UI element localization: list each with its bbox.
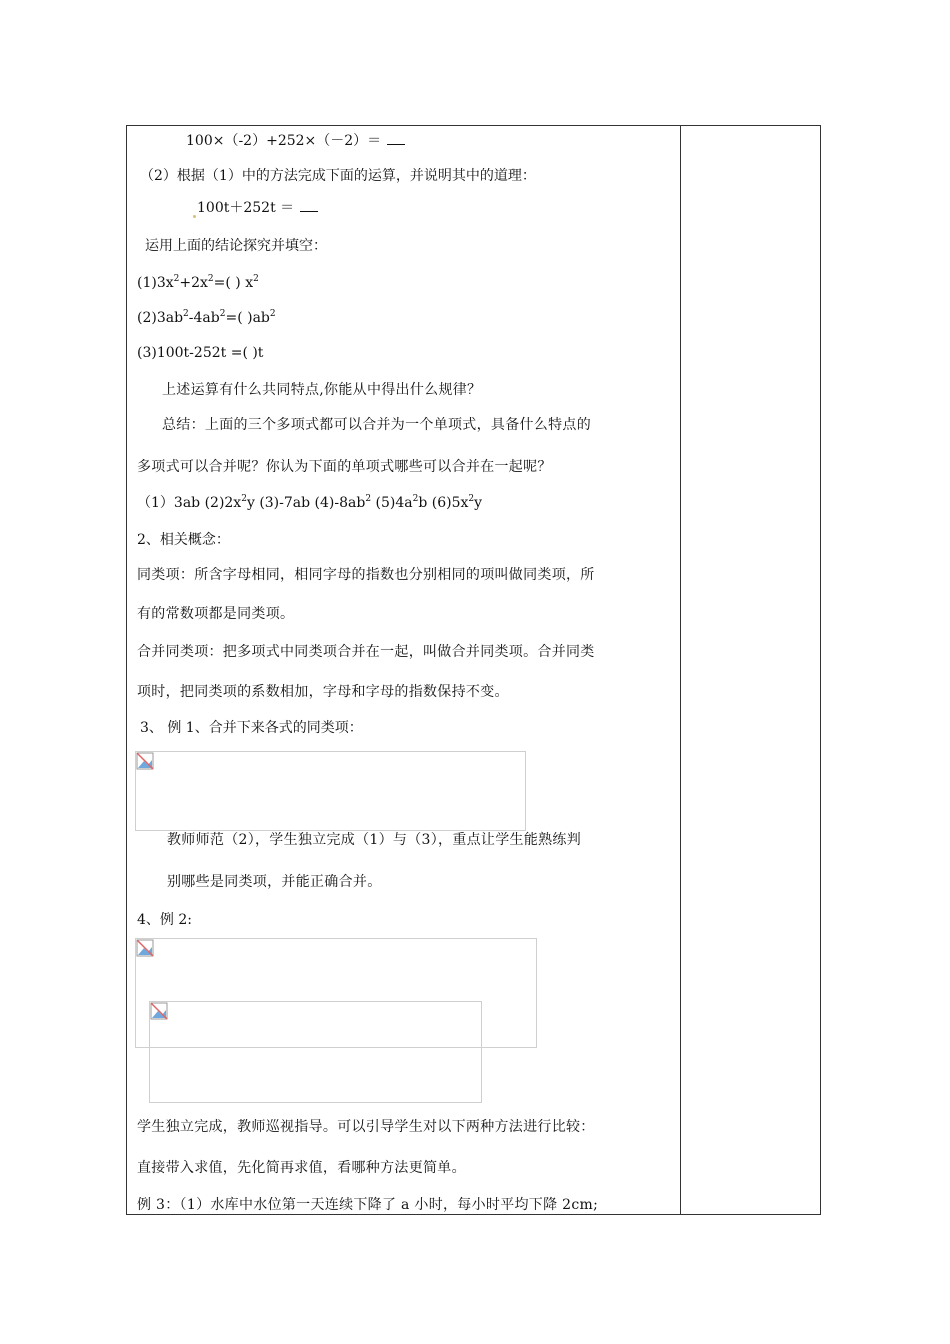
text-line: 3、 例 1、合并下来各式的同类项： (140, 720, 363, 736)
broken-image-example2b (149, 1001, 482, 1103)
text-line: 有的常数项都是同类项。 (137, 606, 295, 622)
text-line: 例 3：（1）水库中水位第一天连续下降了 a 小时，每小时平均下降 2cm; (137, 1197, 599, 1213)
text-line: 同类项：所含字母相同，相同字母的指数也分别相同的项叫做同类项，所 (137, 567, 595, 583)
text-line: （1）3ab $(2)2x^2y$ (3)-7ab $(4)-8ab^2$ $(5)4a^2b$ $(6)5x^2y$ (137, 494, 483, 511)
text-line: $(1)3x^2+2x^2=$( ) $x^2$ (137, 274, 259, 291)
text-line: 100×（-2）+252×（－2）＝ (186, 131, 405, 151)
text-line: 别哪些是同类项，并能正确合并。 (167, 874, 382, 890)
text-line: $(2)3ab^2-4ab^2=$( )$ab^2$ (137, 309, 276, 326)
text-line: 直接带入求值，先化简再求值，看哪种方法更简单。 (137, 1160, 466, 1176)
answer-blank (300, 199, 318, 212)
text-line: 项时，把同类项的系数相加，字母和字母的指数保持不变。 (137, 684, 509, 700)
broken-image-icon (136, 939, 154, 957)
text-line: 100t＋252t ＝ (193, 198, 318, 218)
broken-image-icon (150, 1002, 168, 1020)
text-line: 多项式可以合并呢？你认为下面的单项式哪些可以合并在一起呢？ (137, 459, 552, 475)
text-line: （2）根据（1）中的方法完成下面的运算，并说明其中的道理： (140, 168, 536, 184)
broken-image-example1 (135, 751, 526, 831)
text-line: (3)100t-252t =( )t (137, 345, 264, 361)
text-line: 2、相关概念： (137, 532, 230, 548)
answer-blank (387, 132, 405, 145)
text-line: 总结：上面的三个多项式都可以合并为一个单项式，具备什么特点的 (162, 417, 591, 433)
text-line: 4、例 2: (137, 912, 192, 928)
text-line: 教师师范（2），学生独立完成（1）与（3），重点让学生能熟练判 (167, 832, 582, 848)
column-divider (680, 126, 681, 1214)
text-line: 运用上面的结论探究并填空： (145, 238, 327, 254)
text-line: 学生独立完成，教师巡视指导。可以引导学生对以下两种方法进行比较： (137, 1119, 595, 1135)
text-line: 合并同类项：把多项式中同类项合并在一起，叫做合并同类项。合并同类 (137, 644, 595, 660)
broken-image-icon (136, 752, 154, 770)
text-line: 上述运算有什么共同特点,你能从中得出什么规律？ (162, 382, 482, 398)
